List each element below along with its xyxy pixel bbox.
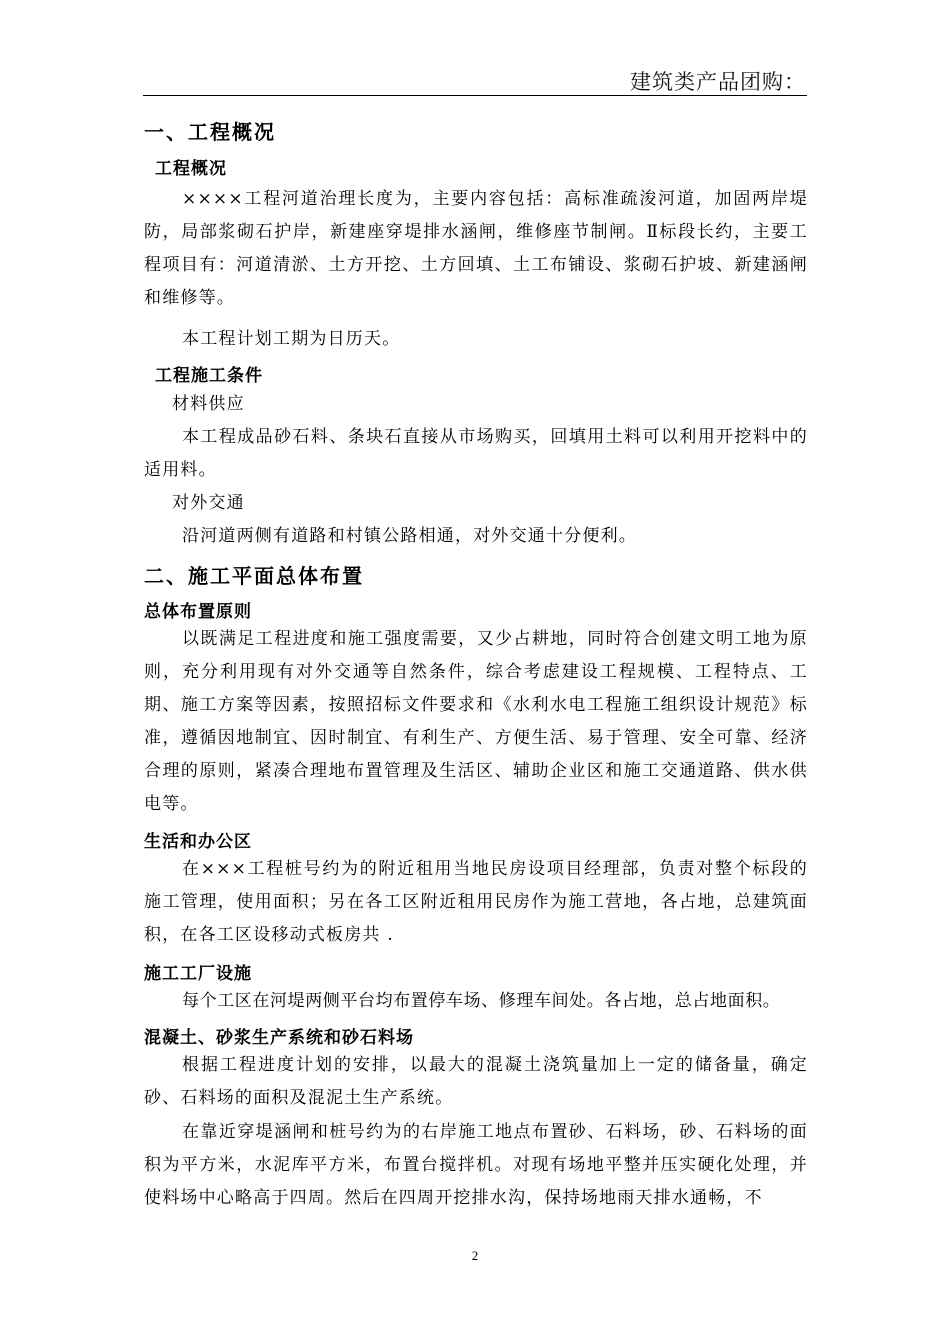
section-2-title: 二、施工平面总体布置 bbox=[144, 564, 364, 588]
subsection-principles: 总体布置原则 bbox=[144, 602, 252, 622]
paragraph-factory: 每个工区在河堤两侧平台均布置停车场、修理车间处。各占地，总占地面积。 bbox=[182, 991, 781, 1011]
subsection-factory: 施工工厂设施 bbox=[144, 964, 252, 984]
header-title: 建筑类产品团购： bbox=[630, 70, 806, 94]
paragraph-concrete-1: 根据工程进度计划的安排，以最大的混凝土浇筑量加上一定的储备量，确定砂、石料场的面积及混泥土生产系统。 bbox=[144, 1055, 808, 1108]
paragraph-materials: 本工程成品砂石料、条块石直接从市场购买，回填用土料可以利用开挖料中的适用料。 bbox=[144, 427, 808, 480]
subsection-overview: 工程概况 bbox=[155, 159, 227, 179]
paragraph-concrete-2: 在靠近穿堤涵闸和桩号约为的右岸施工地点布置砂、石料场，砂、石料场的面积为平方米，水泥库平方米，布置台搅拌机。对现有场地平整并压实硬化处理，并使料场中心略高于四周。然后在四周开挖排水沟，保持场地雨天排水通畅，不 bbox=[144, 1122, 808, 1208]
subsection-living-office: 生活和办公区 bbox=[144, 832, 252, 852]
subsection-concrete: 混凝土、砂浆生产系统和砂石料场 bbox=[144, 1028, 414, 1048]
paragraph-overview: ××××工程河道治理长度为，主要内容包括：高标准疏浚河道，加固两岸堤防，局部浆砌石护岸，新建座穿堤排水涵闸，维修座节制闸。Ⅱ标段长约，主要工程项目有：河道清淤、土方开挖、土方回填、土工布铺设、浆砌石护坡、新建涵闸和维修等。 bbox=[144, 189, 808, 308]
paragraph-living-office: 在×××工程桩号约为的附近租用当地民房设项目经理部，负责对整个标段的施工管理，使用面积；另在各工区附近租用民房作为施工营地，各占地，总建筑面积，在各工区设移动式板房共 . bbox=[144, 859, 808, 945]
subsection-conditions: 工程施工条件 bbox=[155, 366, 263, 386]
paragraph-schedule: 本工程计划工期为日历天。 bbox=[182, 329, 401, 349]
subheading-transport: 对外交通 bbox=[172, 493, 245, 513]
header-rule bbox=[143, 95, 807, 96]
paragraph-transport: 沿河道两侧有道路和村镇公路相通，对外交通十分便利。 bbox=[182, 526, 637, 546]
paragraph-principles: 以既满足工程进度和施工强度需要，又少占耕地，同时符合创建文明工地为原则，充分利用现有对外交通等自然条件，综合考虑建设工程规模、工程特点、工期、施工方案等因素，按照招标文件要求和《水利水电工程施工组织设计规范》标准，遵循因地制宜、因时制宜、有利生产、方便生活、易于管理、安全可靠、经济合理的原则，紧凑合理地布置管理及生活区、辅助企业区和施工交通道路、供水供电等。 bbox=[144, 629, 808, 814]
page-number: 2 bbox=[471, 1248, 479, 1263]
section-1-title: 一、工程概况 bbox=[144, 120, 276, 144]
subheading-materials: 材料供应 bbox=[172, 394, 245, 414]
